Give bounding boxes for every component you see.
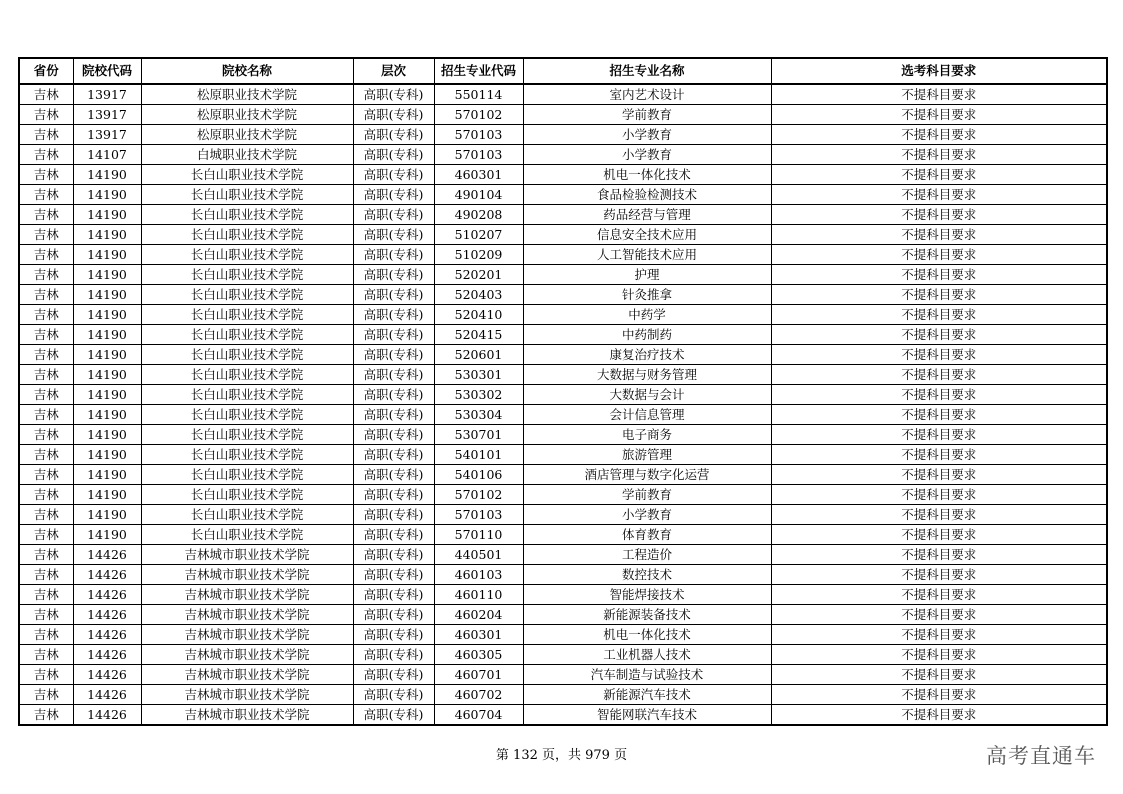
cell-subject-requirement: 不提科目要求	[771, 705, 1107, 726]
cell-level: 高职(专科)	[353, 565, 434, 585]
table-row	[19, 105, 1107, 125]
cell-major-code: 530304	[434, 405, 523, 425]
table-row	[19, 225, 1107, 245]
cell-province: 吉林	[19, 525, 73, 545]
cell-school-name: 吉林城市职业技术学院	[141, 685, 353, 705]
table-row	[19, 705, 1107, 726]
cell-level: 高职(专科)	[353, 84, 434, 105]
cell-school-code: 14190	[73, 405, 141, 425]
table-row	[19, 425, 1107, 445]
cell-major-code: 570102	[434, 485, 523, 505]
header-subject-requirement: 选考科目要求	[771, 58, 1107, 84]
cell-province: 吉林	[19, 185, 73, 205]
cell-school-code: 14190	[73, 265, 141, 285]
table-row	[19, 525, 1107, 545]
cell-school-name: 吉林城市职业技术学院	[141, 645, 353, 665]
cell-province: 吉林	[19, 145, 73, 165]
cell-school-code: 14426	[73, 565, 141, 585]
cell-school-code: 14426	[73, 545, 141, 565]
admission-table	[18, 57, 1108, 726]
cell-major-code: 460204	[434, 605, 523, 625]
cell-school-name: 吉林城市职业技术学院	[141, 705, 353, 726]
cell-subject-requirement: 不提科目要求	[771, 445, 1107, 465]
cell-major-code: 490104	[434, 185, 523, 205]
header-row	[19, 58, 1107, 84]
table-row	[19, 625, 1107, 645]
cell-school-name: 长白山职业技术学院	[141, 525, 353, 545]
cell-school-code: 14190	[73, 465, 141, 485]
cell-major-code: 520410	[434, 305, 523, 325]
cell-level: 高职(专科)	[353, 245, 434, 265]
cell-level: 高职(专科)	[353, 405, 434, 425]
cell-province: 吉林	[19, 705, 73, 726]
cell-major-code: 460701	[434, 665, 523, 685]
cell-school-name: 长白山职业技术学院	[141, 385, 353, 405]
cell-major-name: 工程造价	[523, 545, 771, 565]
cell-major-code: 460301	[434, 625, 523, 645]
cell-school-code: 14190	[73, 325, 141, 345]
cell-level: 高职(专科)	[353, 665, 434, 685]
cell-major-name: 大数据与会计	[523, 385, 771, 405]
cell-school-name: 长白山职业技术学院	[141, 425, 353, 445]
cell-major-name: 智能焊接技术	[523, 585, 771, 605]
cell-province: 吉林	[19, 385, 73, 405]
cell-major-name: 药品经营与管理	[523, 205, 771, 225]
cell-level: 高职(专科)	[353, 545, 434, 565]
cell-school-name: 长白山职业技术学院	[141, 245, 353, 265]
cell-school-name: 长白山职业技术学院	[141, 365, 353, 385]
cell-major-name: 中药制药	[523, 325, 771, 345]
cell-school-name: 吉林城市职业技术学院	[141, 605, 353, 625]
cell-major-code: 520601	[434, 345, 523, 365]
cell-major-code: 440501	[434, 545, 523, 565]
cell-major-code: 570103	[434, 505, 523, 525]
header-school-name: 院校名称	[141, 58, 353, 84]
cell-province: 吉林	[19, 325, 73, 345]
cell-major-code: 460702	[434, 685, 523, 705]
cell-school-name: 长白山职业技术学院	[141, 285, 353, 305]
cell-major-code: 520403	[434, 285, 523, 305]
cell-subject-requirement: 不提科目要求	[771, 305, 1107, 325]
cell-school-code: 14426	[73, 705, 141, 726]
cell-major-name: 工业机器人技术	[523, 645, 771, 665]
cell-subject-requirement: 不提科目要求	[771, 525, 1107, 545]
header-major-code: 招生专业代码	[434, 58, 523, 84]
table-row	[19, 565, 1107, 585]
cell-school-name: 长白山职业技术学院	[141, 165, 353, 185]
cell-major-name: 酒店管理与数字化运营	[523, 465, 771, 485]
cell-major-code: 520201	[434, 265, 523, 285]
cell-school-code: 14426	[73, 685, 141, 705]
cell-province: 吉林	[19, 425, 73, 445]
cell-level: 高职(专科)	[353, 285, 434, 305]
table-row	[19, 125, 1107, 145]
cell-school-name: 长白山职业技术学院	[141, 345, 353, 365]
cell-school-name: 长白山职业技术学院	[141, 405, 353, 425]
table-row	[19, 405, 1107, 425]
header-level: 层次	[353, 58, 434, 84]
cell-major-code: 490208	[434, 205, 523, 225]
cell-subject-requirement: 不提科目要求	[771, 185, 1107, 205]
table-row	[19, 645, 1107, 665]
cell-subject-requirement: 不提科目要求	[771, 665, 1107, 685]
cell-major-code: 460103	[434, 565, 523, 585]
cell-subject-requirement: 不提科目要求	[771, 505, 1107, 525]
cell-school-name: 松原职业技术学院	[141, 84, 353, 105]
cell-province: 吉林	[19, 285, 73, 305]
cell-province: 吉林	[19, 265, 73, 285]
cell-subject-requirement: 不提科目要求	[771, 365, 1107, 385]
cell-subject-requirement: 不提科目要求	[771, 685, 1107, 705]
cell-subject-requirement: 不提科目要求	[771, 105, 1107, 125]
cell-major-name: 电子商务	[523, 425, 771, 445]
table-row	[19, 265, 1107, 285]
cell-level: 高职(专科)	[353, 465, 434, 485]
cell-level: 高职(专科)	[353, 525, 434, 545]
cell-school-name: 白城职业技术学院	[141, 145, 353, 165]
cell-major-code: 570102	[434, 105, 523, 125]
cell-major-name: 新能源汽车技术	[523, 685, 771, 705]
cell-subject-requirement: 不提科目要求	[771, 165, 1107, 185]
table-row	[19, 325, 1107, 345]
cell-school-name: 长白山职业技术学院	[141, 465, 353, 485]
cell-level: 高职(专科)	[353, 265, 434, 285]
cell-level: 高职(专科)	[353, 365, 434, 385]
cell-major-name: 针灸推拿	[523, 285, 771, 305]
cell-province: 吉林	[19, 685, 73, 705]
cell-subject-requirement: 不提科目要求	[771, 325, 1107, 345]
cell-major-code: 460305	[434, 645, 523, 665]
cell-province: 吉林	[19, 445, 73, 465]
cell-major-code: 540106	[434, 465, 523, 485]
watermark-text: 高考直通车	[986, 744, 1096, 768]
table-row	[19, 365, 1107, 385]
cell-major-name: 小学教育	[523, 505, 771, 525]
cell-level: 高职(专科)	[353, 165, 434, 185]
cell-school-code: 14190	[73, 205, 141, 225]
cell-subject-requirement: 不提科目要求	[771, 125, 1107, 145]
cell-major-code: 550114	[434, 84, 523, 105]
cell-subject-requirement: 不提科目要求	[771, 585, 1107, 605]
cell-level: 高职(专科)	[353, 625, 434, 645]
cell-school-code: 14190	[73, 485, 141, 505]
cell-major-code: 540101	[434, 445, 523, 465]
cell-province: 吉林	[19, 585, 73, 605]
cell-subject-requirement: 不提科目要求	[771, 565, 1107, 585]
cell-school-code: 14190	[73, 165, 141, 185]
cell-subject-requirement: 不提科目要求	[771, 385, 1107, 405]
cell-subject-requirement: 不提科目要求	[771, 205, 1107, 225]
cell-school-name: 吉林城市职业技术学院	[141, 545, 353, 565]
table-row	[19, 685, 1107, 705]
cell-province: 吉林	[19, 305, 73, 325]
cell-province: 吉林	[19, 625, 73, 645]
cell-province: 吉林	[19, 465, 73, 485]
cell-school-code: 14190	[73, 345, 141, 365]
cell-subject-requirement: 不提科目要求	[771, 645, 1107, 665]
cell-level: 高职(专科)	[353, 605, 434, 625]
cell-major-code: 520415	[434, 325, 523, 345]
cell-province: 吉林	[19, 665, 73, 685]
cell-level: 高职(专科)	[353, 345, 434, 365]
cell-school-name: 长白山职业技术学院	[141, 205, 353, 225]
cell-major-code: 510209	[434, 245, 523, 265]
cell-province: 吉林	[19, 245, 73, 265]
cell-school-code: 14190	[73, 185, 141, 205]
cell-major-code: 570103	[434, 125, 523, 145]
cell-subject-requirement: 不提科目要求	[771, 405, 1107, 425]
table-row	[19, 585, 1107, 605]
cell-major-name: 小学教育	[523, 145, 771, 165]
cell-major-name: 小学教育	[523, 125, 771, 145]
cell-province: 吉林	[19, 505, 73, 525]
table-row	[19, 385, 1107, 405]
cell-school-name: 长白山职业技术学院	[141, 305, 353, 325]
table-row	[19, 145, 1107, 165]
cell-level: 高职(专科)	[353, 125, 434, 145]
cell-level: 高职(专科)	[353, 385, 434, 405]
cell-subject-requirement: 不提科目要求	[771, 465, 1107, 485]
cell-subject-requirement: 不提科目要求	[771, 485, 1107, 505]
cell-major-name: 信息安全技术应用	[523, 225, 771, 245]
table-row	[19, 465, 1107, 485]
cell-province: 吉林	[19, 205, 73, 225]
cell-school-code: 13917	[73, 125, 141, 145]
cell-subject-requirement: 不提科目要求	[771, 285, 1107, 305]
table-row	[19, 165, 1107, 185]
cell-major-code: 570110	[434, 525, 523, 545]
cell-province: 吉林	[19, 405, 73, 425]
cell-province: 吉林	[19, 84, 73, 105]
cell-level: 高职(专科)	[353, 305, 434, 325]
cell-school-code: 14190	[73, 445, 141, 465]
cell-school-code: 13917	[73, 84, 141, 105]
cell-major-code: 530701	[434, 425, 523, 445]
cell-school-code: 14426	[73, 645, 141, 665]
table-row	[19, 545, 1107, 565]
cell-level: 高职(专科)	[353, 485, 434, 505]
cell-major-name: 智能网联汽车技术	[523, 705, 771, 726]
cell-school-name: 长白山职业技术学院	[141, 265, 353, 285]
cell-major-name: 人工智能技术应用	[523, 245, 771, 265]
cell-school-name: 吉林城市职业技术学院	[141, 585, 353, 605]
cell-subject-requirement: 不提科目要求	[771, 425, 1107, 445]
cell-school-name: 松原职业技术学院	[141, 125, 353, 145]
cell-school-name: 长白山职业技术学院	[141, 185, 353, 205]
table-row	[19, 84, 1107, 105]
cell-school-code: 14190	[73, 245, 141, 265]
table-row	[19, 605, 1107, 625]
table-row	[19, 445, 1107, 465]
cell-major-name: 汽车制造与试验技术	[523, 665, 771, 685]
cell-school-code: 14426	[73, 605, 141, 625]
cell-subject-requirement: 不提科目要求	[771, 625, 1107, 645]
cell-school-name: 长白山职业技术学院	[141, 505, 353, 525]
cell-major-name: 新能源装备技术	[523, 605, 771, 625]
table-row	[19, 185, 1107, 205]
cell-level: 高职(专科)	[353, 205, 434, 225]
cell-level: 高职(专科)	[353, 185, 434, 205]
header-province: 省份	[19, 58, 73, 84]
cell-major-code: 460301	[434, 165, 523, 185]
cell-major-name: 机电一体化技术	[523, 165, 771, 185]
cell-major-name: 旅游管理	[523, 445, 771, 465]
cell-major-name: 数控技术	[523, 565, 771, 585]
cell-province: 吉林	[19, 565, 73, 585]
cell-level: 高职(专科)	[353, 685, 434, 705]
cell-school-code: 14190	[73, 285, 141, 305]
page-number: 第 132 页，共 979 页	[495, 748, 628, 763]
cell-level: 高职(专科)	[353, 585, 434, 605]
cell-level: 高职(专科)	[353, 325, 434, 345]
cell-subject-requirement: 不提科目要求	[771, 84, 1107, 105]
cell-school-name: 长白山职业技术学院	[141, 325, 353, 345]
cell-province: 吉林	[19, 545, 73, 565]
cell-school-name: 松原职业技术学院	[141, 105, 353, 125]
cell-school-code: 14426	[73, 625, 141, 645]
cell-subject-requirement: 不提科目要求	[771, 145, 1107, 165]
cell-level: 高职(专科)	[353, 225, 434, 245]
cell-major-code: 460110	[434, 585, 523, 605]
table-row	[19, 345, 1107, 365]
cell-province: 吉林	[19, 105, 73, 125]
cell-major-name: 学前教育	[523, 105, 771, 125]
cell-major-name: 会计信息管理	[523, 405, 771, 425]
table-row	[19, 305, 1107, 325]
cell-school-code: 13917	[73, 105, 141, 125]
cell-subject-requirement: 不提科目要求	[771, 225, 1107, 245]
cell-province: 吉林	[19, 345, 73, 365]
cell-subject-requirement: 不提科目要求	[771, 265, 1107, 285]
cell-subject-requirement: 不提科目要求	[771, 345, 1107, 365]
cell-province: 吉林	[19, 165, 73, 185]
table-row	[19, 205, 1107, 225]
cell-major-code: 570103	[434, 145, 523, 165]
cell-level: 高职(专科)	[353, 105, 434, 125]
cell-school-code: 14190	[73, 305, 141, 325]
cell-major-code: 530302	[434, 385, 523, 405]
cell-subject-requirement: 不提科目要求	[771, 545, 1107, 565]
cell-level: 高职(专科)	[353, 705, 434, 726]
cell-major-name: 学前教育	[523, 485, 771, 505]
cell-level: 高职(专科)	[353, 505, 434, 525]
cell-school-code: 14426	[73, 585, 141, 605]
cell-province: 吉林	[19, 125, 73, 145]
cell-major-name: 大数据与财务管理	[523, 365, 771, 385]
cell-major-name: 体育教育	[523, 525, 771, 545]
table-row	[19, 285, 1107, 305]
cell-major-name: 中药学	[523, 305, 771, 325]
cell-province: 吉林	[19, 605, 73, 625]
cell-school-code: 14190	[73, 425, 141, 445]
header-major-name: 招生专业名称	[523, 58, 771, 84]
cell-school-code: 14190	[73, 385, 141, 405]
cell-school-name: 吉林城市职业技术学院	[141, 665, 353, 685]
table-body	[19, 84, 1107, 725]
cell-province: 吉林	[19, 225, 73, 245]
cell-major-code: 510207	[434, 225, 523, 245]
cell-subject-requirement: 不提科目要求	[771, 605, 1107, 625]
cell-school-code: 14190	[73, 505, 141, 525]
cell-major-name: 康复治疗技术	[523, 345, 771, 365]
cell-school-name: 长白山职业技术学院	[141, 485, 353, 505]
table-row	[19, 245, 1107, 265]
cell-major-code: 460704	[434, 705, 523, 726]
header-school-code: 院校代码	[73, 58, 141, 84]
cell-major-name: 机电一体化技术	[523, 625, 771, 645]
cell-level: 高职(专科)	[353, 445, 434, 465]
cell-province: 吉林	[19, 645, 73, 665]
table-row	[19, 665, 1107, 685]
cell-major-name: 食品检验检测技术	[523, 185, 771, 205]
cell-school-code: 14426	[73, 665, 141, 685]
cell-school-name: 长白山职业技术学院	[141, 445, 353, 465]
cell-province: 吉林	[19, 485, 73, 505]
cell-province: 吉林	[19, 365, 73, 385]
cell-school-code: 14107	[73, 145, 141, 165]
cell-school-name: 长白山职业技术学院	[141, 225, 353, 245]
cell-school-code: 14190	[73, 365, 141, 385]
table-row	[19, 505, 1107, 525]
cell-level: 高职(专科)	[353, 145, 434, 165]
cell-major-code: 530301	[434, 365, 523, 385]
cell-subject-requirement: 不提科目要求	[771, 245, 1107, 265]
cell-school-code: 14190	[73, 225, 141, 245]
cell-school-name: 吉林城市职业技术学院	[141, 625, 353, 645]
cell-level: 高职(专科)	[353, 645, 434, 665]
cell-major-name: 室内艺术设计	[523, 84, 771, 105]
cell-school-name: 吉林城市职业技术学院	[141, 565, 353, 585]
cell-level: 高职(专科)	[353, 425, 434, 445]
table-row	[19, 485, 1107, 505]
cell-major-name: 护理	[523, 265, 771, 285]
cell-school-code: 14190	[73, 525, 141, 545]
